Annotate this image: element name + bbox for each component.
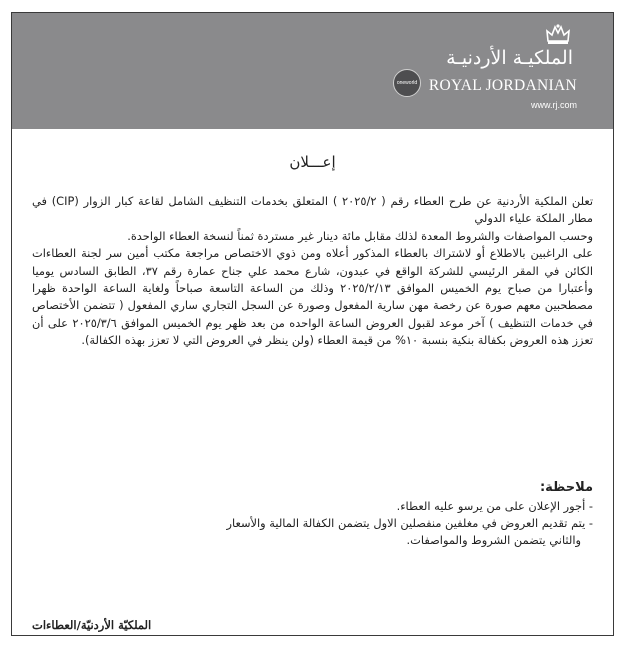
note-item: - أجور الإعلان على من يرسو عليه العطاء.	[396, 499, 593, 513]
brand-name-english: ROYAL JORDANIAN	[428, 77, 577, 94]
crown-icon	[545, 23, 571, 45]
note-title: ملاحظة:	[539, 480, 593, 495]
oneworld-badge-icon: oneworld	[393, 69, 421, 97]
signature: الملكيّة الأردنيّة/العطاءات	[32, 618, 152, 632]
notice-paragraph: على الراغبين بالاطلاع أو لاشتراك بالعطاء المذكور أعلاه ومن ذوي الاختصاص مراجعة مكتب أمين سر لجنة العطاءات الكائن في المقر الرئيسي للشركة الواقع في عبدون، شارع محمد علي جناح عمارة رقم ٣٧، الطابق السادس يوميا وأعتبارا من صباح يوم الخميس الموافق ٢٠٢٥/٢/١٣ وذلك من الساعة التاسعة صباحاً ولغاية الساعة الواحدة ظهرا مصطحبين معهم صورة عن رخصة مهن سارية المفعول وصورة عن السجل التجاري ساري المفعول ( تتضمن الأختصاص في خدمات التنظيف ) آخر موعد لقبول العروض الساعة الواحده من بعد ظهر يوم الخميس الموافق ٢٠٢٥/٣/٦ على أن تعزز هذه العروض بكفالة بنكية بنسبة ١٠% من قيمة العطاء (ولن ينظر في العروض التي لا تعزز بهذه الكفالة).	[32, 246, 594, 348]
note-item: والثاني يتضمن الشروط والمواصفات.	[406, 533, 581, 547]
note-item: - يتم تقديم العروض في مغلفين منفصلين الاول يتضمن الكفالة المالية والأسعار	[226, 516, 593, 530]
notice-body	[32, 193, 593, 350]
royal-jordanian-logo	[387, 21, 587, 121]
header-banner	[12, 13, 613, 129]
notice-title: إعـــلان	[289, 153, 336, 171]
notice-paragraph: تعلن الملكية الأردنية عن طرح العطاء رقم ( ٢٠٢٥/٢ ) المتعلق بخدمات التنظيف الشامل لقاعة كبار الزوار (CIP) في مطار الملكة علياء الدولي	[32, 194, 594, 226]
note-section	[32, 479, 593, 549]
notice-paragraph: وحسب المواصفات والشروط المعدة لذلك مقابل مائة دينار غير مستردة ثمناً لنسخة العطاء الواحدة.	[127, 228, 593, 243]
website-url[interactable]: www.rj.com	[530, 100, 577, 110]
advertisement-frame	[11, 12, 614, 636]
brand-name-arabic: الملكيـة الأردنيـة	[446, 47, 573, 69]
